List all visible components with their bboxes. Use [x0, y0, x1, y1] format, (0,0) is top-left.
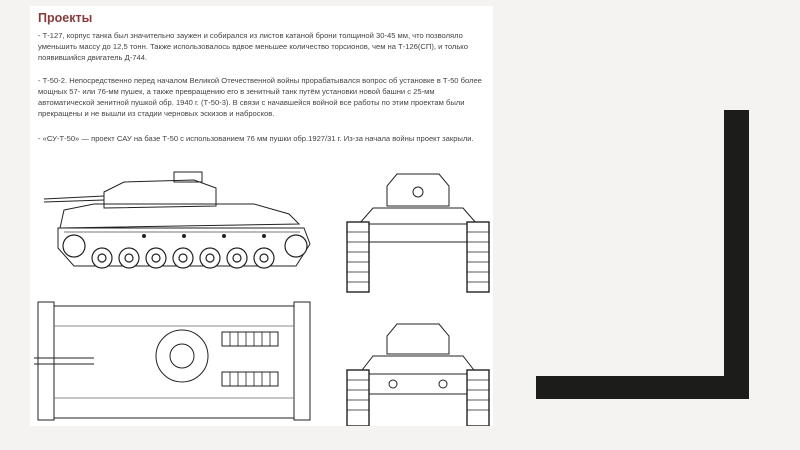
- tank-side-view-drawing: [34, 166, 324, 293]
- slide-title: Проекты: [38, 11, 93, 25]
- paragraph-t127: - Т-127, корпус танка был значительно заужен и собирался из листов катаной брони толщиной 30-45 мм, что позволяло уменьшить массу до 12,5 тонн. Также использовалось вдвое меньшее количество торсионов, чем на Т-126(СП), и только появившийся двигатель Д-744.: [38, 31, 468, 62]
- paragraph-su-t50: - «СУ-Т-50» — проект САУ на базе Т-50 с использованием 76 мм пушки обр.1927/31 г. Из-за начала войны проект закрыли.: [38, 134, 474, 143]
- decorative-bracket-horizontal: [536, 376, 749, 399]
- tank-rear-view-drawing: [345, 318, 491, 426]
- content-panel: [30, 6, 493, 426]
- tank-front-view-drawing: [345, 166, 491, 293]
- paragraph-t50-2: - Т-50-2. Непосредственно перед началом Великой Отечественной войны прорабатывался вопрос об установке в Т-50 более мощных 57- или 76-мм пушек, а также превращению его в зенитный танк путём установки новой башни с 25-мм автоматической зенитной пушкой обр. 1940 г. (Т-50-3). В связи с начавшейся войной все работы по этим проектам были прекращены и не вышли из стадии черновых эскизов и набросков.: [38, 76, 482, 118]
- tank-top-view-drawing: [34, 296, 324, 426]
- decorative-bracket-vertical: [724, 110, 749, 399]
